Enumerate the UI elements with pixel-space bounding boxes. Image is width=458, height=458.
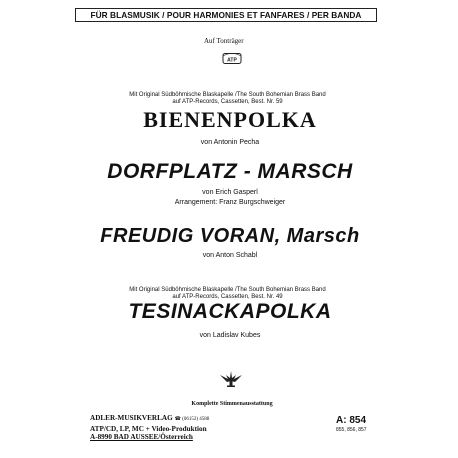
composer-kubes: von Ladislav Kubes [199, 332, 261, 339]
publisher-address: A-8990 BAD AUSSEE/Österreich [90, 433, 193, 442]
atp-logo [222, 52, 242, 65]
complete-parts-note: Komplette Stimmenausstattung [191, 401, 273, 407]
catalog-subnumbers: 855, 856, 857 [336, 427, 367, 433]
composer-pecha: von Antonin Pecha [200, 139, 260, 146]
recording-note-1 [110, 92, 345, 107]
title-dorfplatz-marsch: DORFPLATZ - MARSCH [107, 160, 353, 183]
publisher-production: ATP/CD, LP, MC + Video-Produktion [90, 424, 207, 433]
composer-schabl: von Anton Schabl [202, 252, 258, 259]
banner-text: FÜR BLASMUSIK / POUR HARMONIES ET FANFARES / PER BANDA [90, 10, 362, 20]
publisher-emblem-icon [218, 368, 244, 388]
publisher-phone: ☎ (06152) 4588 [174, 417, 210, 422]
recording-note-line: auf ATP-Records, Cassetten, Best. Nr. 59 [172, 99, 283, 106]
atp-logo-text: ATP [227, 57, 237, 64]
recording-label: Auf Tonträger [204, 37, 244, 45]
publisher-name-line [90, 414, 270, 425]
recording-note-line: Mit Original Südböhmische Blaskapelle /The South Bohemian Brass Band [129, 287, 326, 293]
publisher-name: ADLER-MUSIKVERLAG [90, 414, 173, 422]
title-freudig-voran: FREUDIG VORAN, Marsch [100, 225, 360, 247]
recording-note-line: Mit Original Südböhmische Blaskapelle /The South Bohemian Brass Band [129, 92, 326, 98]
catalog-number: A: 854 [336, 415, 367, 426]
catalog-block [336, 415, 396, 433]
composer-gasperl: von Erich Gasperl [202, 189, 258, 196]
recording-note-line: auf ATP-Records, Cassetten, Best. Nr. 49 [172, 294, 283, 301]
title-tesinackapolka: TESINACKAPOLKA [128, 300, 332, 323]
publisher-block [90, 414, 270, 442]
arranger-burgschweiger: Arrangement: Franz Burgschweiger [174, 199, 286, 206]
instrumentation-banner [75, 8, 377, 22]
title-bienenpolka: BIENENPOLKA [143, 107, 317, 132]
